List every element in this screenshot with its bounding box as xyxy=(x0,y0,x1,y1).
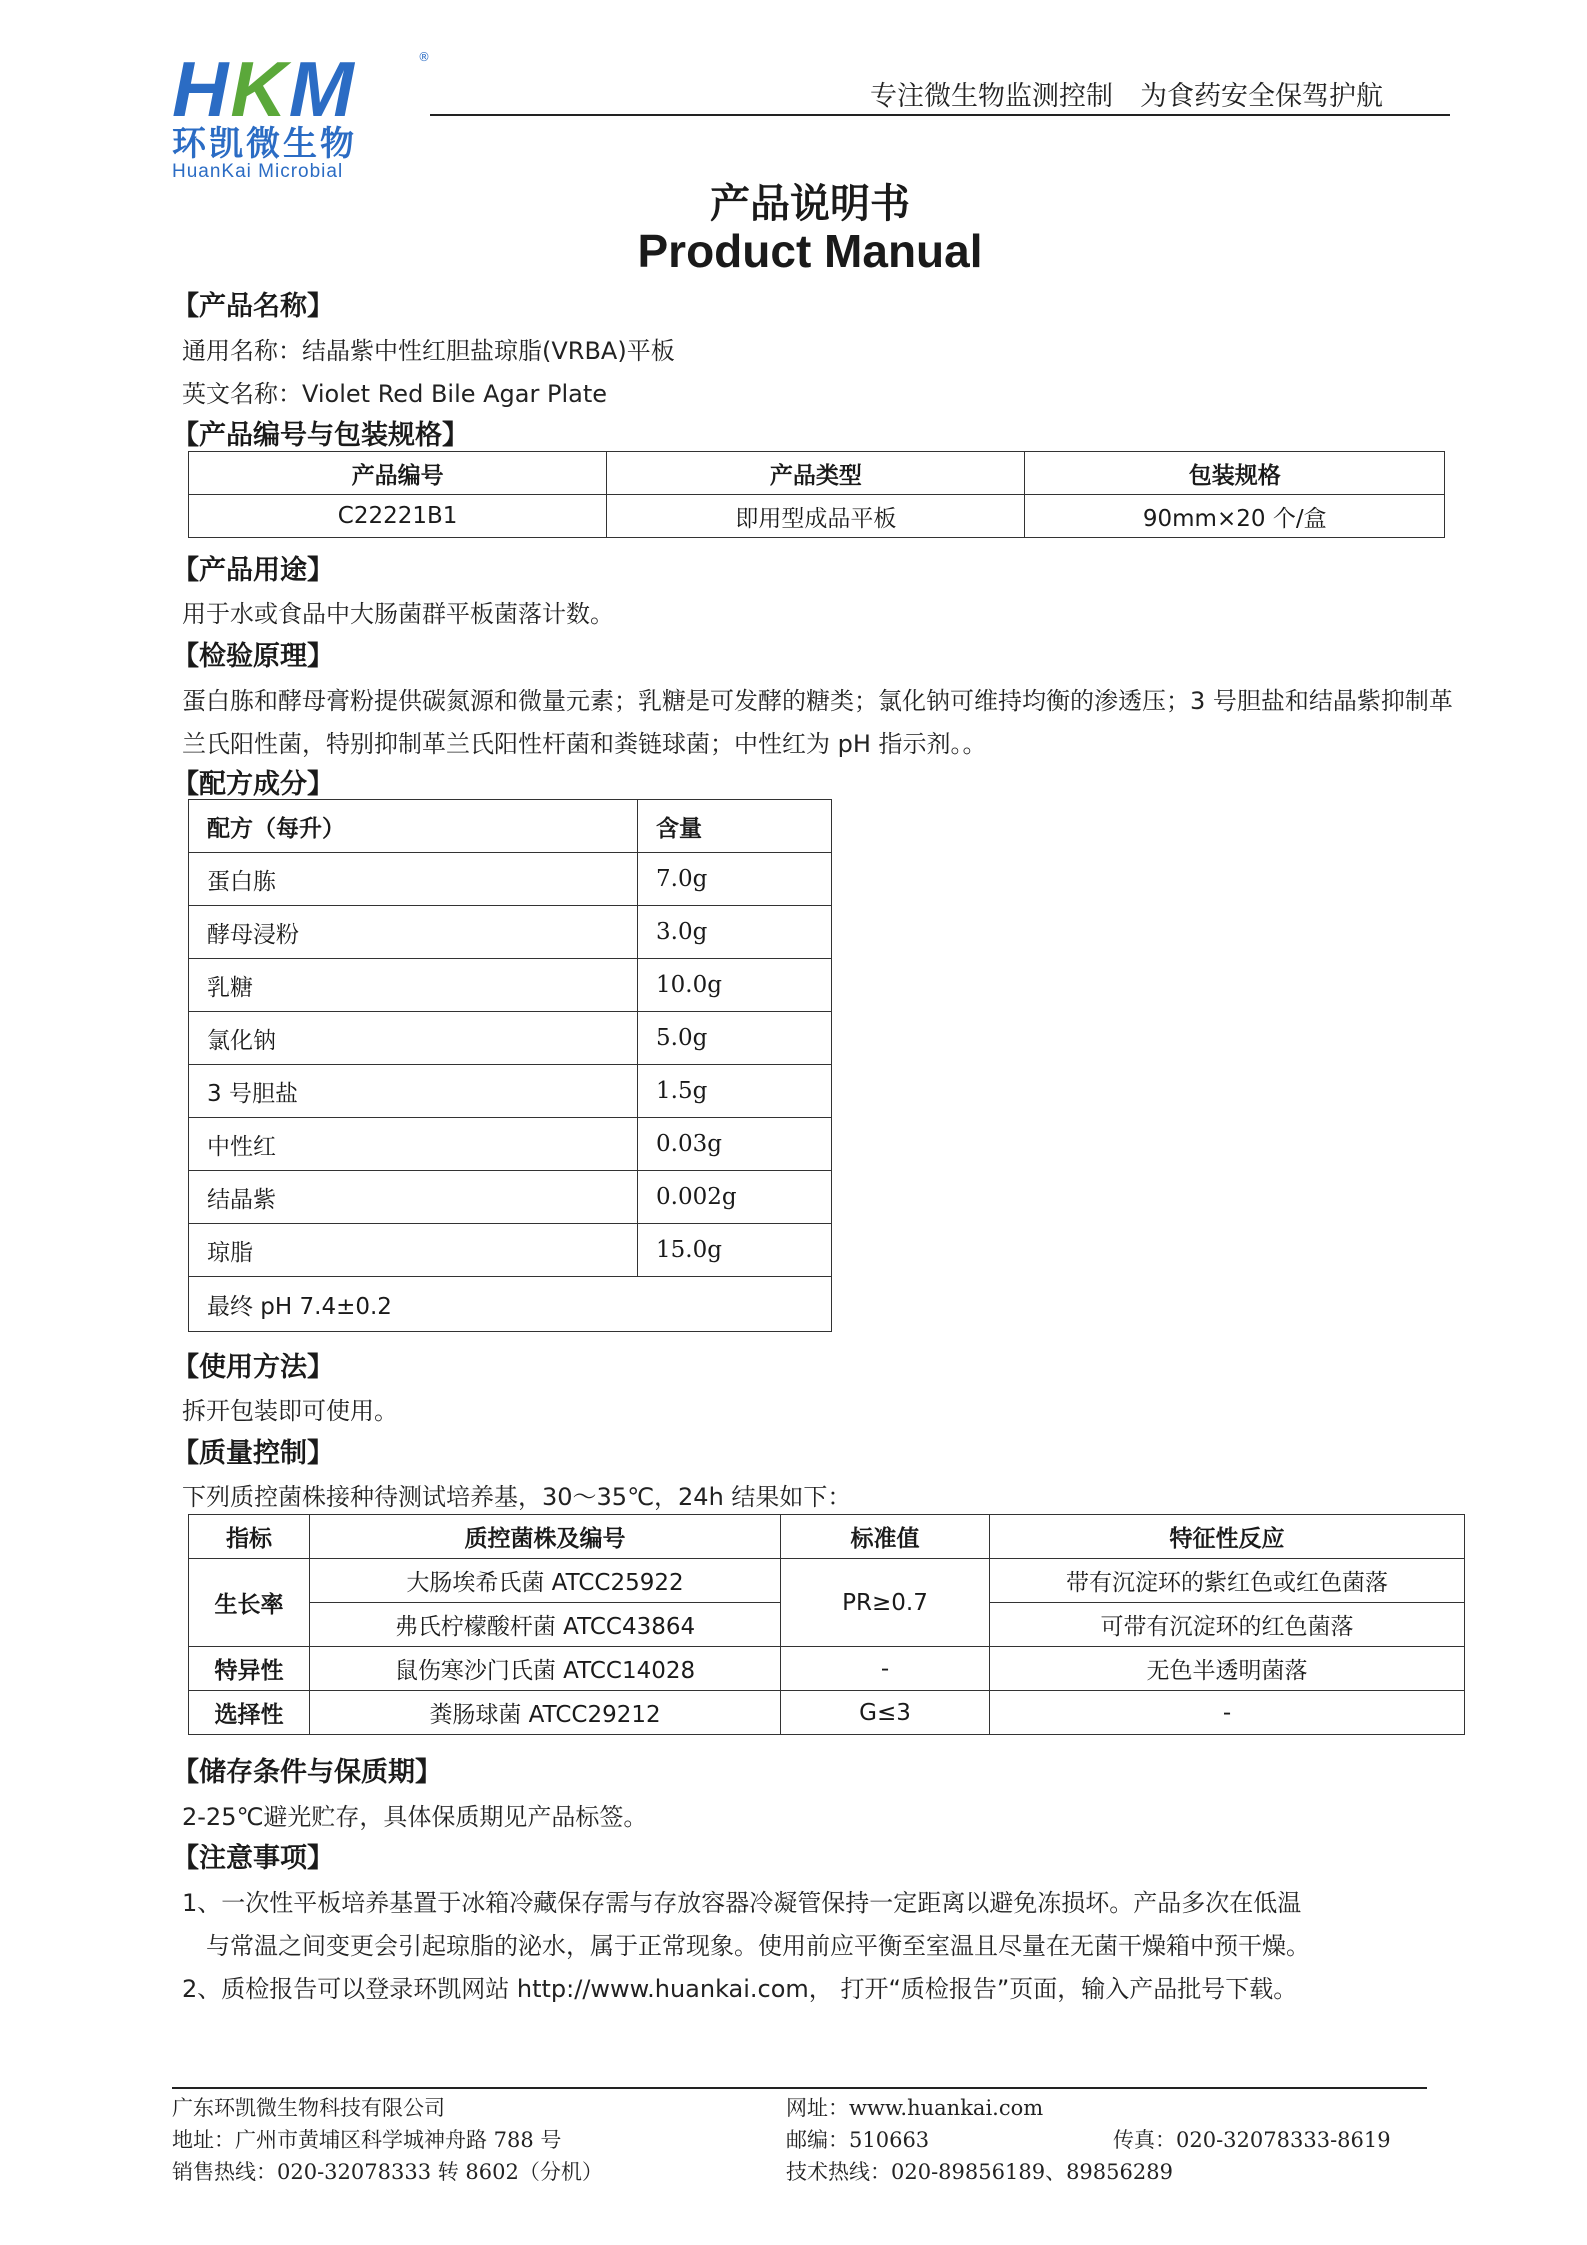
logo-chinese-name: 环凯微生物 xyxy=(172,124,357,164)
table-row xyxy=(189,1647,1465,1691)
table-header: 产品编号 xyxy=(189,452,607,495)
section-heading-qc: 【质量控制】 xyxy=(172,1438,334,1469)
storage-text: 2-25℃避光贮存，具体保质期见产品标签。 xyxy=(182,1803,648,1831)
qc-reaction: 可带有沉淀环的红色菌落 xyxy=(990,1603,1465,1647)
footer-divider xyxy=(172,2087,1427,2089)
table-header: 质控菌株及编号 xyxy=(310,1515,781,1559)
registered-mark-icon: ® xyxy=(418,50,430,64)
footer-postcode: 邮编：510663 xyxy=(786,2128,930,2152)
principle-line-1: 蛋白胨和酵母膏粉提供碳氮源和微量元素；乳糖是可发酵的糖类；氯化钠可维持均衡的渗透压；3 号胆盐和结晶紫抑制革 xyxy=(182,687,1453,715)
table-row xyxy=(189,1171,832,1224)
note-1-line-1: 1、一次性平板培养基置于冰箱冷藏保存需与存放容器冷凝管保持一定距离以避免冻损坏。产品多次在低温 xyxy=(182,1889,1302,1917)
ingredient-name: 蛋白胨 xyxy=(189,853,638,906)
package-spec: 90mm×20 个/盒 xyxy=(1025,495,1445,538)
qc-strain: 鼠伤寒沙门氏菌 ATCC14028 xyxy=(310,1647,781,1691)
qc-intro: 下列质控菌株接种待测试培养基，30～35℃，24h 结果如下： xyxy=(182,1483,852,1511)
section-heading-code-package: 【产品编号与包装规格】 xyxy=(172,420,469,451)
table-row xyxy=(189,906,832,959)
table-header: 包装规格 xyxy=(1025,452,1445,495)
section-heading-use: 【产品用途】 xyxy=(172,555,334,586)
qc-reaction: 无色半透明菌落 xyxy=(990,1647,1465,1691)
header-divider xyxy=(430,114,1450,116)
table-row xyxy=(189,1065,832,1118)
table-header: 配方（每升） xyxy=(189,800,638,853)
ingredient-name: 3 号胆盐 xyxy=(189,1065,638,1118)
note-1-line-2: 与常温之间变更会引起琼脂的泌水，属于正常现象。使用前应平衡至室温且尽量在无菌干燥箱中预干燥。 xyxy=(206,1932,1310,1960)
section-heading-method: 【使用方法】 xyxy=(172,1352,334,1383)
table-row xyxy=(189,1691,1465,1735)
table-row xyxy=(189,1012,832,1065)
method-text: 拆开包装即可使用。 xyxy=(182,1397,398,1425)
table-header: 指标 xyxy=(189,1515,310,1559)
section-heading-principle: 【检验原理】 xyxy=(172,641,334,672)
qc-indicator: 特异性 xyxy=(189,1647,310,1691)
table-header: 含量 xyxy=(638,800,832,853)
footer-sales-hotline: 销售热线：020-32078333 转 8602（分机） xyxy=(172,2160,603,2184)
ingredient-amount: 15.0g xyxy=(638,1224,832,1277)
note-2: 2、质检报告可以登录环凯网站 http://www.huankai.com， 打开“质检报告”页面，输入产品批号下载。 xyxy=(182,1975,1298,2003)
final-ph: 最终 pH 7.4±0.2 xyxy=(189,1277,832,1332)
ingredient-amount: 3.0g xyxy=(638,906,832,959)
ingredient-name: 酵母浸粉 xyxy=(189,906,638,959)
generic-name: 通用名称：结晶紫中性红胆盐琼脂(VRBA)平板 xyxy=(182,337,675,365)
table-row xyxy=(189,853,832,906)
qc-strain: 弗氏柠檬酸杆菌 ATCC43864 xyxy=(310,1603,781,1647)
table-header: 特征性反应 xyxy=(990,1515,1465,1559)
table-header: 标准值 xyxy=(781,1515,990,1559)
qc-indicator: 生长率 xyxy=(189,1559,310,1647)
logo-english-name: HuanKai Microbial xyxy=(172,161,344,182)
title-english: Product Manual xyxy=(637,225,983,277)
ingredient-name: 乳糖 xyxy=(189,959,638,1012)
principle-line-2: 兰氏阳性菌，特别抑制革兰氏阳性杆菌和粪链球菌；中性红为 pH 指示剂。。 xyxy=(182,730,987,758)
ingredient-amount: 5.0g xyxy=(638,1012,832,1065)
ingredient-name: 结晶紫 xyxy=(189,1171,638,1224)
product-code-table xyxy=(188,451,1445,538)
qc-standard: - xyxy=(781,1647,990,1691)
table-header: 产品类型 xyxy=(607,452,1025,495)
footer-website: 网址：www.huankai.com xyxy=(786,2096,1044,2120)
title-chinese: 产品说明书 xyxy=(710,181,910,227)
section-heading-formula: 【配方成分】 xyxy=(172,769,334,800)
ingredient-amount: 1.5g xyxy=(638,1065,832,1118)
formula-table xyxy=(188,799,832,1332)
use-text: 用于水或食品中大肠菌群平板菌落计数。 xyxy=(182,600,614,628)
ingredient-amount: 0.002g xyxy=(638,1171,832,1224)
qc-strain: 大肠埃希氏菌 ATCC25922 xyxy=(310,1559,781,1603)
footer-fax: 传真：020-32078333-8619 xyxy=(1113,2128,1391,2152)
ingredient-amount: 10.0g xyxy=(638,959,832,1012)
english-name: 英文名称：Violet Red Bile Agar Plate xyxy=(182,380,608,408)
section-heading-notes: 【注意事项】 xyxy=(172,1843,334,1874)
section-heading-storage: 【储存条件与保质期】 xyxy=(172,1757,442,1788)
table-row xyxy=(189,1559,1465,1603)
ingredient-name: 氯化钠 xyxy=(189,1012,638,1065)
qc-reaction: - xyxy=(990,1691,1465,1735)
table-row xyxy=(189,1224,832,1277)
table-row xyxy=(189,1118,832,1171)
section-heading-product-name: 【产品名称】 xyxy=(172,291,334,322)
qc-standard: PR≥0.7 xyxy=(781,1559,990,1647)
company-logo xyxy=(172,45,432,182)
ingredient-amount: 7.0g xyxy=(638,853,832,906)
product-code: C22221B1 xyxy=(189,495,607,538)
footer-company: 广东环凯微生物科技有限公司 xyxy=(172,2096,445,2120)
ingredient-name: 中性红 xyxy=(189,1118,638,1171)
product-type: 即用型成品平板 xyxy=(607,495,1025,538)
company-slogan: 专注微生物监测控制 为食药安全保驾护航 xyxy=(870,81,1383,112)
footer-address: 地址：广州市黄埔区科学城神舟路 788 号 xyxy=(172,2128,562,2152)
qc-standard: G≤3 xyxy=(781,1691,990,1735)
qc-indicator: 选择性 xyxy=(189,1691,310,1735)
qc-table xyxy=(188,1514,1465,1735)
ingredient-name: 琼脂 xyxy=(189,1224,638,1277)
footer-tech-hotline: 技术热线：020-89856189、89856289 xyxy=(786,2160,1173,2184)
qc-reaction: 带有沉淀环的紫红色或红色菌落 xyxy=(990,1559,1465,1603)
logo-mark: HKM xyxy=(172,45,356,133)
table-row xyxy=(189,959,832,1012)
qc-strain: 粪肠球菌 ATCC29212 xyxy=(310,1691,781,1735)
ingredient-amount: 0.03g xyxy=(638,1118,832,1171)
